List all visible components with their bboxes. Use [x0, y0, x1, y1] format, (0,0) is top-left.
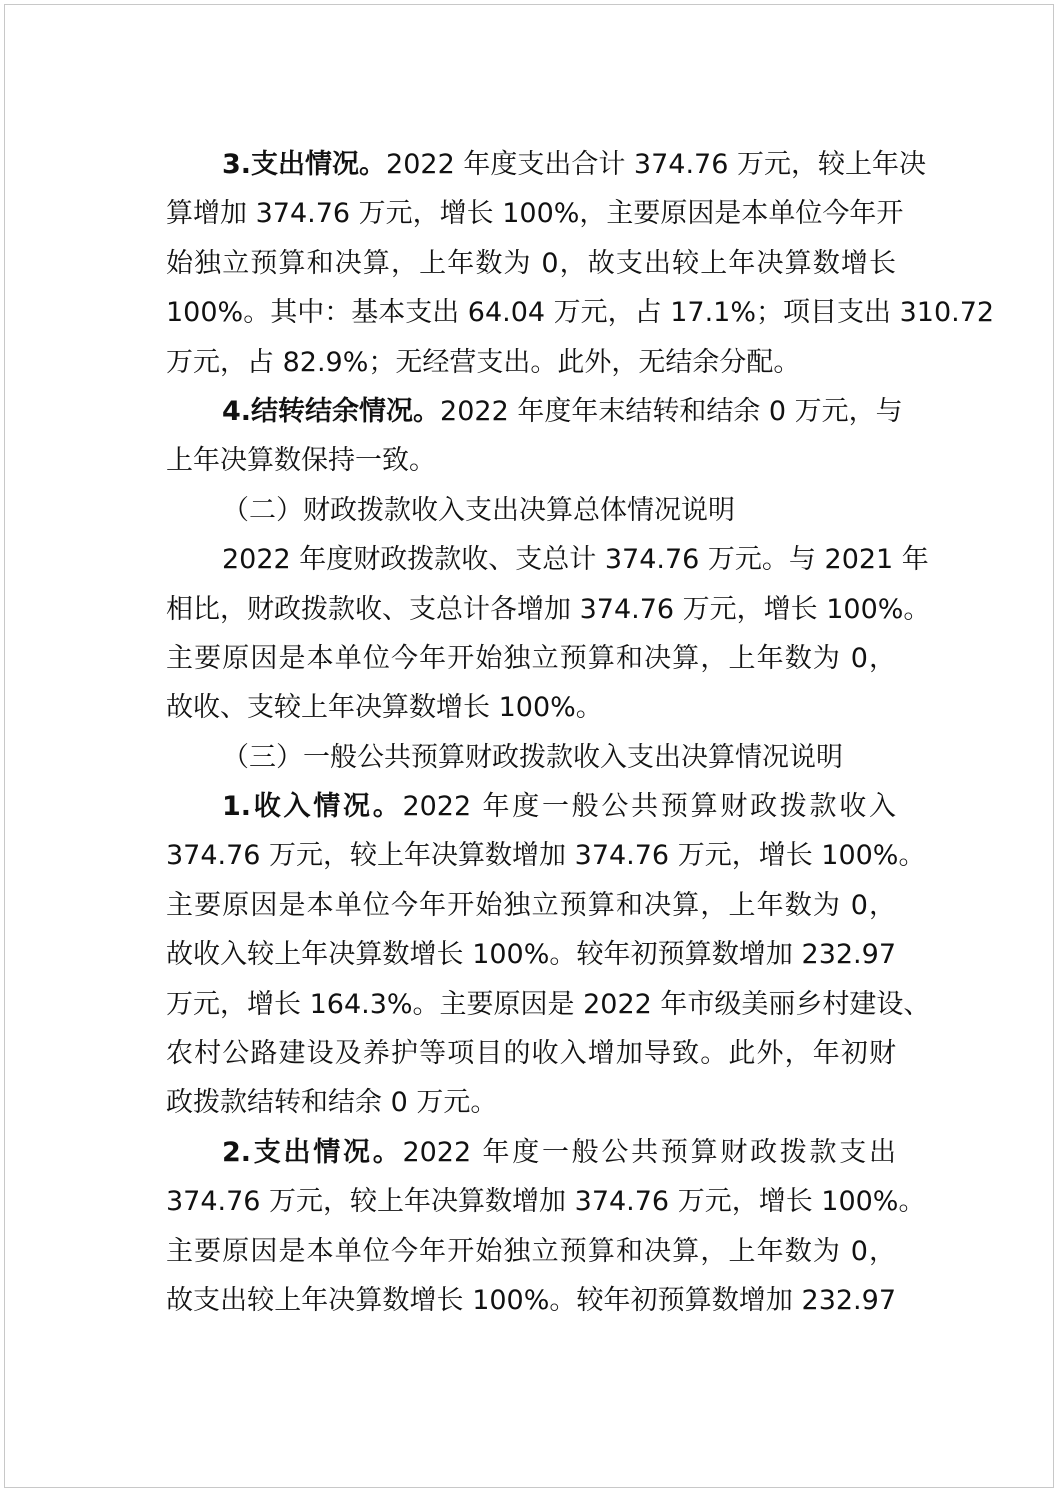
paragraph-lead-label: 3.支出情况。 [222, 149, 387, 180]
text-line [166, 930, 896, 979]
line-text: 2022 年度一般公共预算财政拨款收入 [402, 791, 897, 823]
paragraph [166, 535, 931, 733]
line-text: 算增加 374.76 万元，增长 100%，主要原因是本单位今年开 [166, 198, 904, 230]
line-text: （三）一般公共预算财政拨款收入支出决算情况说明 [222, 741, 843, 773]
text-line [166, 980, 931, 1029]
line-text: 故收入较上年决算数增长 100%。较年初预算数增加 232.97 [166, 939, 896, 971]
text-line [166, 140, 926, 189]
text-line [166, 1227, 896, 1276]
text-line [166, 288, 995, 337]
text-line [166, 585, 931, 634]
paragraph [166, 1128, 926, 1326]
paragraph [166, 782, 931, 1128]
line-text: 农村公路建设及养护等项目的收入增加导致。此外，年初财 [166, 1038, 896, 1070]
line-text: 万元，增长 164.3%。主要原因是 2022 年市级美丽乡村建设、 [166, 988, 931, 1020]
text-line [166, 387, 903, 436]
line-text: 2022 年度一般公共预算财政拨款支出 [402, 1136, 897, 1168]
line-text: 上年决算数保持一致。 [166, 445, 436, 477]
line-text: 主要原因是本单位今年开始独立预算和决算，上年数为 0， [166, 889, 896, 921]
line-text: 故支出较上年决算数增长 100%。较年初预算数增加 232.97 [166, 1284, 896, 1316]
line-text: 374.76 万元，较上年决算数增加 374.76 万元，增长 100%。 [166, 1186, 926, 1218]
text-line [166, 1177, 926, 1226]
text-line [166, 436, 896, 485]
line-text: 2022 年度年末结转和结余 0 万元，与 [440, 395, 903, 427]
text-line [166, 831, 926, 880]
heading-line [166, 733, 896, 782]
line-text: 374.76 万元，较上年决算数增加 374.76 万元，增长 100%。 [166, 840, 926, 872]
text-line [166, 1128, 896, 1177]
section-heading [166, 486, 896, 535]
paragraph [166, 387, 903, 486]
text-line [166, 1078, 896, 1127]
line-text: 万元，占 82.9%；无经营支出。此外，无结余分配。 [166, 346, 801, 378]
text-line [166, 881, 896, 930]
line-text: 始独立预算和决算，上年数为 0，故支出较上年决算数增长 [166, 247, 896, 279]
paragraph-lead-label: 4.结转结余情况。 [222, 395, 441, 427]
line-text: 2022 年度财政拨款收、支总计 374.76 万元。与 2021 年 [222, 544, 929, 576]
line-text: 2022 年度支出合计 374.76 万元，较上年决 [386, 149, 926, 180]
paragraph-lead-label: 2.支出情况。 [222, 1136, 403, 1168]
text-line [166, 189, 904, 238]
text-line [166, 1029, 896, 1078]
heading-line [166, 486, 896, 535]
line-text: 故收、支较上年决算数增长 100%。 [166, 692, 603, 724]
section-heading [166, 733, 896, 782]
text-line [166, 634, 896, 683]
line-text: 主要原因是本单位今年开始独立预算和决算，上年数为 0， [166, 1235, 896, 1267]
text-line [166, 683, 896, 732]
line-text: 相比，财政拨款收、支总计各增加 374.76 万元，增长 100%。 [166, 593, 931, 625]
paragraph-lead-label: 1.收入情况。 [222, 791, 403, 823]
paragraph [166, 140, 995, 387]
text-line [166, 1276, 896, 1325]
text-line [166, 782, 896, 831]
line-text: 主要原因是本单位今年开始独立预算和决算，上年数为 0， [166, 642, 896, 674]
line-text: （二）财政拨款收入支出决算总体情况说明 [222, 494, 735, 526]
text-line [166, 338, 896, 387]
line-text: 100%。其中：基本支出 64.04 万元，占 17.1%；项目支出 310.72 [166, 297, 995, 329]
line-text: 政拨款结转和结余 0 万元。 [166, 1087, 498, 1119]
document-body [166, 140, 995, 1325]
text-line [166, 535, 929, 584]
text-line [166, 239, 896, 288]
